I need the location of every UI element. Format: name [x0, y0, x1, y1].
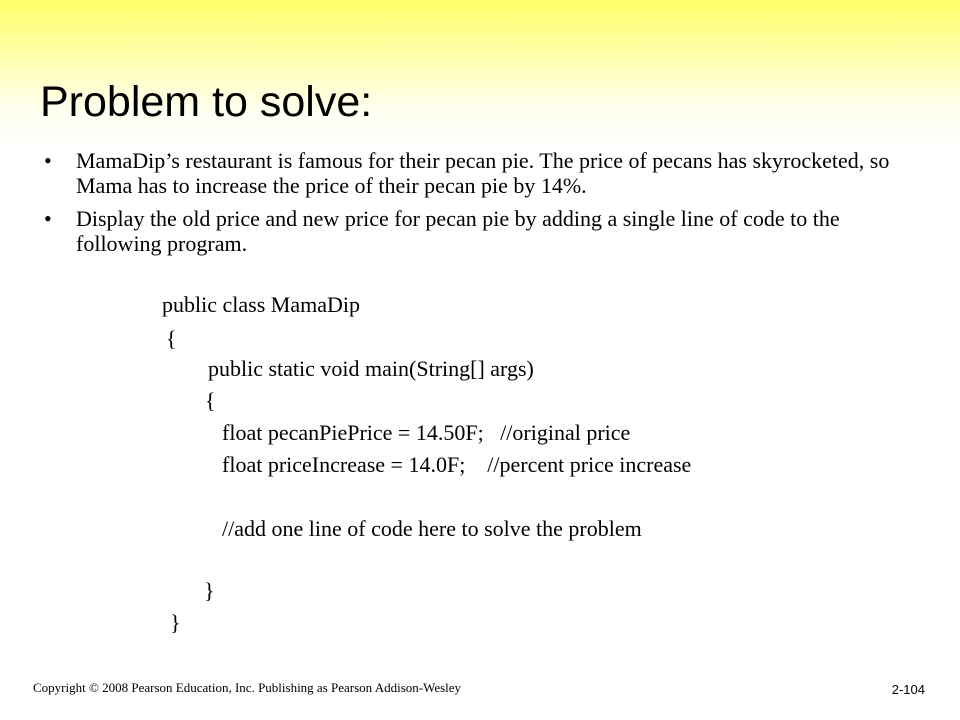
page-number: 2-104	[891, 682, 925, 697]
code-line-class-declaration: public class MamaDip	[162, 292, 360, 317]
code-line-open-brace: {	[166, 326, 177, 351]
code-line-close-brace: }	[170, 610, 181, 635]
copyright-notice: Copyright © 2008 Pearson Education, Inc. Publishing as Pearson Addison-Wesley	[33, 680, 462, 695]
bullet-item	[42, 148, 922, 198]
code-line-comment: //add one line of code here to solve the problem	[222, 516, 642, 541]
bullet-marker: •	[44, 206, 52, 231]
bullet-text: Display the old price and new price for pecan pie by adding a single line of code to the following program.	[76, 206, 840, 256]
bullet-text: MamaDip’s restaurant is famous for their pecan pie. The price of pecans has skyrocketed, so Mama has to increase the price of their pecan pie by 14%.	[76, 148, 890, 198]
bullet-list	[42, 148, 922, 264]
bullet-marker: •	[44, 148, 52, 173]
code-line-pecan-price: float pecanPiePrice = 14.50F; //original price	[222, 420, 631, 445]
bullet-item	[42, 206, 922, 256]
code-line-open-brace: {	[205, 388, 216, 413]
code-line-close-brace: }	[204, 578, 215, 603]
code-line-price-increase: float priceIncrease = 14.0F; //percent price increase	[222, 452, 692, 477]
code-line-main-method: public static void main(String[] args)	[208, 356, 534, 381]
slide-title: Problem to solve:	[40, 78, 373, 126]
